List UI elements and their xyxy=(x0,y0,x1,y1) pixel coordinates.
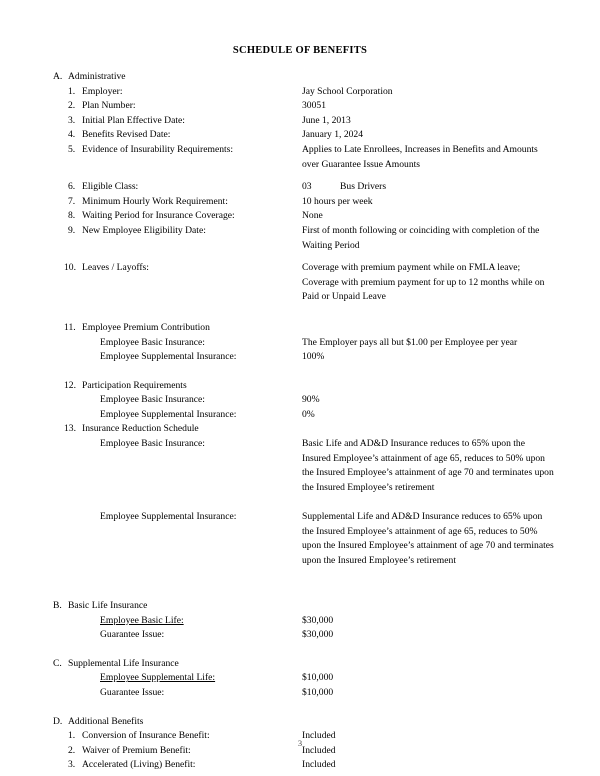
sub-value: $10,000 xyxy=(302,687,334,699)
list-item xyxy=(0,99,600,114)
list-item xyxy=(0,143,600,172)
sub-label: Employee Basic Insurance: xyxy=(100,394,205,406)
sub-label: Guarantee Issue: xyxy=(100,687,165,699)
item-label: Evidence of Insurability Requirements: xyxy=(82,143,234,155)
item-number: 13. xyxy=(64,423,76,435)
eligible-class-name: Bus Drivers xyxy=(340,181,387,193)
section-c-heading xyxy=(0,657,600,672)
sub-value: 100% xyxy=(302,351,325,363)
item-label: New Employee Eligibility Date: xyxy=(82,224,206,236)
item-number: 6. xyxy=(68,181,76,193)
item-value: 10 hours per week xyxy=(302,195,373,207)
list-item xyxy=(0,85,600,100)
item-value xyxy=(302,180,554,195)
section-c-letter: C. xyxy=(53,657,62,669)
item-value: Applies to Late Enrollees, Increases in Benefits and Amounts over Guarantee Issue Amounts xyxy=(302,143,538,170)
item-value: Coverage with premium payment while on FMLA leave; Coverage with premium payment for up to 12 months while on Paid or Unpaid Leave xyxy=(302,262,545,303)
item-value: 30051 xyxy=(302,100,326,112)
item-value: June 1, 2013 xyxy=(302,114,351,126)
document-body xyxy=(0,70,600,773)
item-label: Employer: xyxy=(82,85,123,97)
sub-value: 90% xyxy=(302,394,320,406)
sub-label: Employee Supplemental Insurance: xyxy=(100,511,237,523)
sub-row xyxy=(0,510,600,583)
sub-row xyxy=(0,408,600,423)
sub-row xyxy=(0,686,600,701)
spacer xyxy=(0,365,600,379)
item-number: 1. xyxy=(68,730,76,742)
sub-value: Basic Life and AD&D Insurance reduces to 65% upon the Insured Employee’s attainment of age 65, reduces to 50% upon the Insured Employee’s attainment of age 70 and terminates upon the Insured Employee’s retirement xyxy=(302,438,554,493)
sub-label: Employee Basic Insurance: xyxy=(100,336,205,348)
item-number: 2. xyxy=(68,744,76,756)
section-b-letter: B. xyxy=(53,600,62,612)
sub-label: Employee Supplemental Insurance: xyxy=(100,351,237,363)
sub-value: The Employer pays all but $1.00 per Employee per year xyxy=(302,336,518,348)
item-number: 12. xyxy=(64,379,76,391)
sub-row xyxy=(0,614,600,629)
item-number: 11. xyxy=(64,321,76,333)
premium-contribution-heading xyxy=(0,321,600,336)
list-item xyxy=(0,114,600,129)
item-value: Included xyxy=(302,759,336,771)
sub-row xyxy=(0,628,600,643)
item-label: Employee Premium Contribution xyxy=(82,321,210,333)
spacer xyxy=(0,701,600,715)
sub-label: Employee Supplemental Life: xyxy=(100,672,216,684)
item-label: Conversion of Insurance Benefit: xyxy=(82,730,210,742)
section-b-heading xyxy=(0,599,600,614)
item-label: Waiting Period for Insurance Coverage: xyxy=(82,210,235,222)
sub-row xyxy=(0,350,600,365)
sub-label: Employee Supplemental Insurance: xyxy=(100,408,237,420)
sub-value: $30,000 xyxy=(302,629,334,641)
list-item xyxy=(0,195,600,210)
section-c-title: Supplemental Life Insurance xyxy=(68,657,179,669)
item-label: Minimum Hourly Work Requirement: xyxy=(82,195,228,207)
spacer xyxy=(0,583,600,599)
spacer xyxy=(0,643,600,657)
sub-label: Employee Basic Life: xyxy=(100,614,184,626)
section-a-heading xyxy=(0,70,600,85)
item-number: 3. xyxy=(68,114,76,126)
spacer xyxy=(0,253,600,261)
item-label: Leaves / Layoffs: xyxy=(82,262,149,274)
item-label: Waiver of Premium Benefit: xyxy=(82,744,191,756)
page-number: 3 xyxy=(297,738,303,748)
item-number: 7. xyxy=(68,195,76,207)
list-item xyxy=(0,758,600,773)
item-number: 10. xyxy=(64,262,76,274)
item-label: Participation Requirements xyxy=(82,379,187,391)
section-a-letter: A. xyxy=(53,71,63,82)
item-value: None xyxy=(302,210,323,222)
item-value: Jay School Corporation xyxy=(302,85,393,97)
list-item xyxy=(0,261,600,305)
item-number: 9. xyxy=(68,224,76,236)
sub-label: Guarantee Issue: xyxy=(100,629,165,641)
item-label: Plan Number: xyxy=(82,100,136,112)
item-number: 8. xyxy=(68,210,76,222)
list-item xyxy=(0,209,600,224)
sub-row xyxy=(0,393,600,408)
sub-row xyxy=(0,437,600,510)
spacer xyxy=(0,172,600,180)
item-label: Initial Plan Effective Date: xyxy=(82,114,185,126)
list-item xyxy=(0,128,600,143)
section-b-title: Basic Life Insurance xyxy=(68,600,148,612)
item-number: 5. xyxy=(68,143,76,155)
sub-value: 0% xyxy=(302,408,315,420)
participation-heading xyxy=(0,379,600,394)
item-label: Benefits Revised Date: xyxy=(82,129,171,141)
item-label: Eligible Class: xyxy=(82,181,139,193)
reduction-heading xyxy=(0,422,600,437)
section-d-letter: D. xyxy=(53,715,63,727)
section-d-heading xyxy=(0,715,600,730)
eligible-class-code: 03 xyxy=(302,181,312,193)
item-value: Included xyxy=(302,744,336,756)
sub-row xyxy=(0,671,600,686)
sub-value: Supplemental Life and AD&D Insurance reduces to 65% upon the Insured Employee’s attainment of age 65, reduces to 50% upon the Insured Employee’s attainment of age 70 and terminates upon the Insured Employee’s retirement xyxy=(302,511,554,566)
section-d-title: Additional Benefits xyxy=(68,715,144,727)
list-item xyxy=(0,224,600,253)
item-value: January 1, 2024 xyxy=(302,129,364,141)
item-value: First of month following or coinciding with completion of the Waiting Period xyxy=(302,224,540,251)
sub-label: Employee Basic Insurance: xyxy=(100,438,205,450)
sub-row xyxy=(0,336,600,351)
item-label: Insurance Reduction Schedule xyxy=(82,423,199,435)
item-number: 2. xyxy=(68,100,76,112)
list-item xyxy=(0,180,600,195)
sub-value: $30,000 xyxy=(302,614,334,626)
sub-value: $10,000 xyxy=(302,672,334,684)
section-a-title: Administrative xyxy=(68,71,126,82)
item-label: Accelerated (Living) Benefit: xyxy=(82,759,196,771)
item-number: 4. xyxy=(68,129,76,141)
page-title: SCHEDULE OF BENEFITS xyxy=(232,45,368,56)
item-number: 3. xyxy=(68,759,76,771)
item-number: 1. xyxy=(68,85,76,97)
item-value: Included xyxy=(302,730,336,742)
spacer xyxy=(0,305,600,321)
